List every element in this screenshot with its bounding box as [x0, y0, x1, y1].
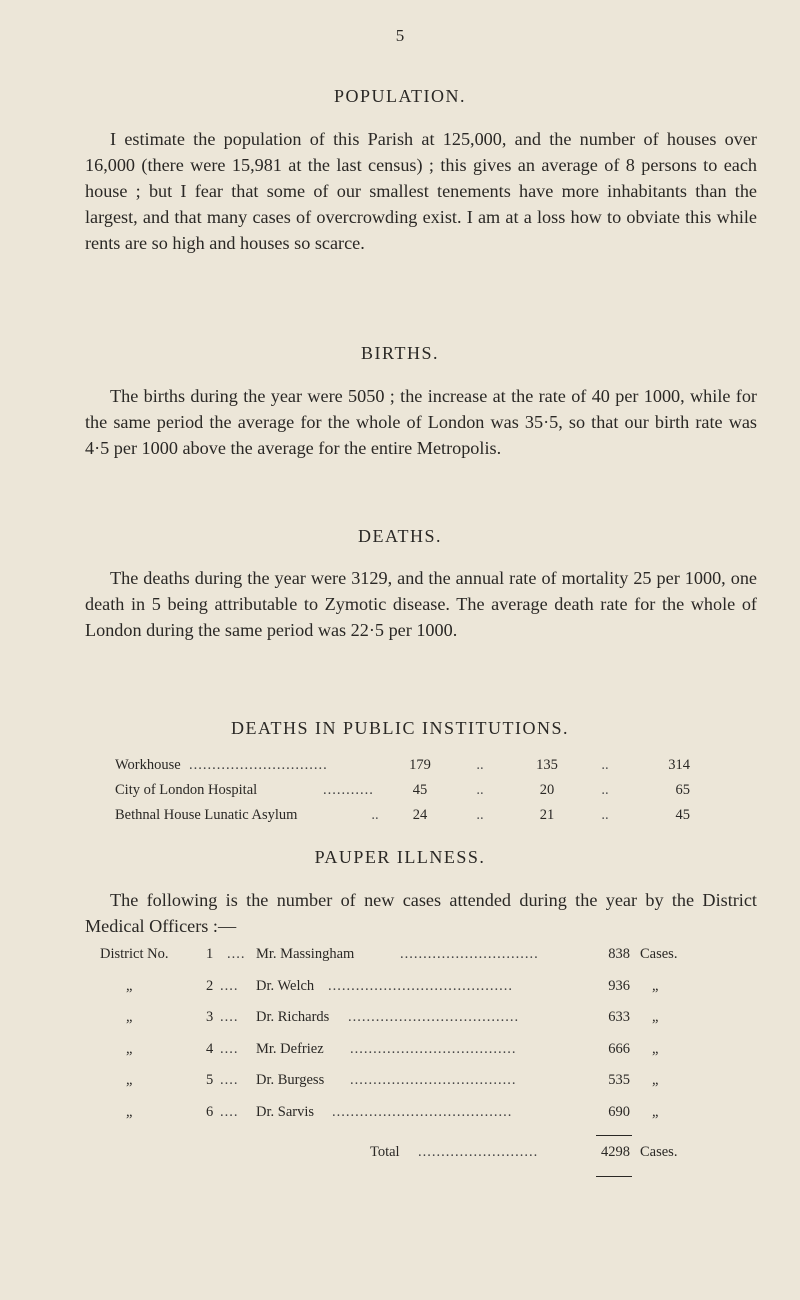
deaths-value-a: 179 — [409, 757, 431, 773]
public-institutions-table — [115, 757, 765, 832]
page-number: 5 — [395, 26, 405, 45]
births-paragraph: The births during the year were 5050 ; the increase at the rate of 40 per 1000, while for the same period the average for the whole of London was 35·5, so that our birth rate was 4·5 per 1000 above the average for the entire Metropolis. — [85, 386, 757, 458]
medical-officer: Dr. Richards — [256, 1009, 330, 1025]
district-cases-table — [100, 946, 720, 1135]
institution-name: Workhouse — [115, 757, 181, 773]
deaths-heading: DEATHS. — [357, 526, 442, 546]
total-cases: 4298 — [601, 1144, 630, 1160]
district-number: 1 — [206, 946, 214, 962]
case-unit: „ — [652, 1040, 659, 1057]
table-row — [100, 946, 720, 978]
leader-dots: .. — [371, 807, 379, 823]
case-count: 936 — [608, 977, 630, 994]
deaths-value-a: 24 — [412, 807, 428, 823]
table-row — [100, 978, 720, 1010]
leader-dots: .. — [476, 782, 484, 798]
medical-officer: Dr. Welch — [256, 977, 315, 994]
case-unit: „ — [652, 1103, 659, 1120]
leader-dots: .............................. — [189, 757, 328, 773]
district-label: „ — [126, 1040, 133, 1057]
deaths-total: 45 — [675, 807, 690, 823]
leader-dots: .... — [220, 1009, 239, 1025]
table-row — [100, 1041, 720, 1073]
table-row — [115, 757, 765, 782]
deaths-value-a: 45 — [412, 782, 428, 798]
population-heading: POPULATION. — [333, 86, 466, 106]
leader-dots: ..................................... — [348, 1009, 520, 1025]
deaths-value-b: 135 — [536, 757, 558, 773]
case-count: 666 — [608, 1040, 630, 1057]
table-row — [115, 807, 765, 832]
case-count: 838 — [608, 946, 630, 962]
deaths-paragraph: The deaths during the year were 3129, and the annual rate of mortality 25 per 1000, one death in 5 being attributable to Zymotic disease. The average death rate for the whole of London during the same period was 22·5 per 1000. — [85, 568, 757, 640]
births-heading: BIRTHS. — [361, 343, 439, 363]
district-label: „ — [126, 1009, 133, 1025]
district-label: „ — [126, 1103, 133, 1120]
sum-rule — [596, 1135, 632, 1136]
institution-name: City of London Hospital — [115, 782, 258, 798]
district-label: District No. — [100, 946, 169, 962]
case-count: 633 — [608, 1009, 630, 1025]
case-unit: „ — [652, 1009, 659, 1025]
table-row — [100, 1104, 720, 1136]
leader-dots: .... — [227, 946, 246, 962]
total-row — [100, 1144, 720, 1176]
leader-dots: .................................... — [350, 1072, 517, 1088]
deaths-value-b: 21 — [539, 807, 555, 823]
leader-dots: .. — [476, 757, 484, 773]
pauper-illness-intro: The following is the number of new cases attended during the year by the District Medical Officers :— — [85, 890, 757, 936]
case-count: 690 — [608, 1103, 630, 1120]
case-unit: Cases. — [640, 946, 678, 962]
district-label: „ — [126, 977, 133, 994]
medical-officer: Dr. Burgess — [256, 1072, 325, 1088]
leader-dots: .. — [601, 757, 609, 773]
leader-dots: .... — [220, 1103, 239, 1120]
public-institutions-heading: DEATHS IN PUBLIC INSTITUTIONS. — [231, 718, 569, 738]
total-unit: Cases. — [640, 1144, 678, 1160]
district-number: 6 — [206, 1103, 214, 1120]
leader-dots: .. — [601, 782, 609, 798]
leader-dots: .. — [476, 807, 484, 823]
case-unit: „ — [652, 1072, 659, 1088]
institution-name: Bethnal House Lunatic Asylum — [115, 807, 298, 823]
leader-dots: .. — [601, 807, 609, 823]
deaths-total: 65 — [675, 782, 690, 798]
leader-dots: .... — [220, 1072, 239, 1088]
case-unit: „ — [652, 977, 659, 994]
district-number: 5 — [206, 1072, 214, 1088]
population-paragraph: I estimate the population of this Parish at 125,000, and the number of houses over 16,000 (there were 15,981 at the last census) ; this gives an average of 8 persons to each house ; but I fear that some of our smallest tenements have more inhabitants than the largest, and that many cases of overcrowding exist. I am at a loss how to obviate this while rents are so high and houses so scarce. — [85, 129, 757, 253]
case-count: 535 — [608, 1072, 630, 1088]
leader-dots: ........................................ — [328, 977, 513, 994]
medical-officer: Mr. Massingham — [256, 946, 355, 962]
district-label: „ — [126, 1072, 133, 1088]
leader-dots: ........... — [323, 782, 374, 798]
pauper-illness-heading: PAUPER ILLNESS. — [314, 847, 486, 867]
table-row — [115, 782, 765, 807]
medical-officer: Mr. Defriez — [256, 1040, 324, 1057]
total-label: Total — [370, 1144, 400, 1160]
leader-dots: .......................... — [418, 1144, 539, 1160]
medical-officer: Dr. Sarvis — [256, 1103, 314, 1120]
leader-dots: .................................... — [350, 1040, 517, 1057]
district-number: 3 — [206, 1009, 214, 1025]
table-row — [100, 1009, 720, 1041]
deaths-total: 314 — [668, 757, 690, 773]
district-number: 4 — [206, 1040, 214, 1057]
district-number: 2 — [206, 977, 214, 994]
deaths-value-b: 20 — [539, 782, 555, 798]
total-underline — [596, 1176, 632, 1177]
total-row-block — [100, 1144, 720, 1176]
leader-dots: .............................. — [400, 946, 539, 962]
leader-dots: .... — [220, 1040, 239, 1057]
table-row — [100, 1072, 720, 1104]
leader-dots: .... — [220, 977, 239, 994]
leader-dots: ....................................... — [332, 1103, 513, 1120]
